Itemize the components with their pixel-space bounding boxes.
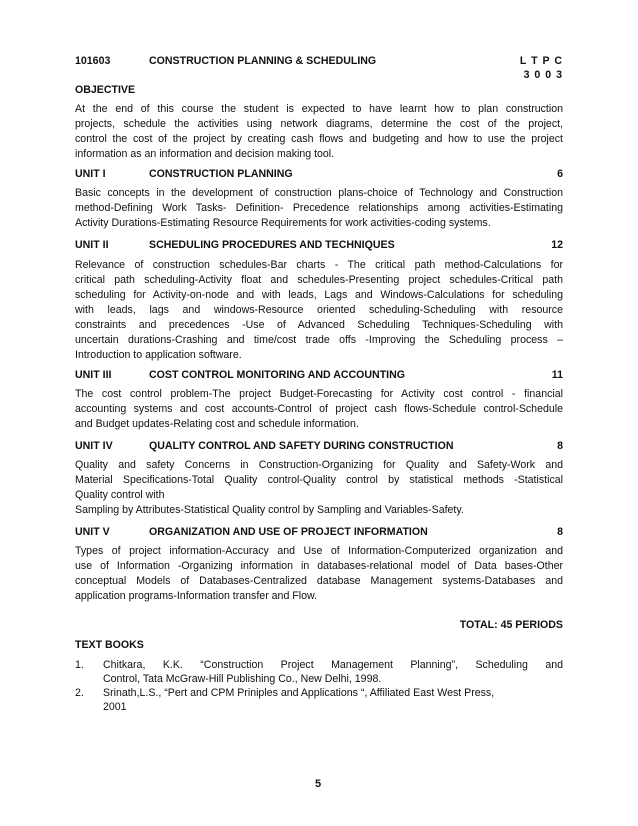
- unit-line: constraints and precedences -Use of Advanced Scheduling Techniques-Scheduling with: [75, 319, 563, 331]
- unit-credits: 12: [551, 239, 563, 251]
- unit-line: critical path scheduling-Activity float and schedules-Presenting project schedules-Critical path: [75, 274, 563, 286]
- unit-line: Basic concepts in the development of construction plans-choice of Technology and Construction: [75, 187, 563, 199]
- unit-line: application programs-Information transfer and Flow.: [75, 590, 318, 602]
- unit-credits: 11: [551, 369, 563, 381]
- unit-line: and Budget updates-Relating cost and schedule information.: [75, 418, 359, 430]
- unit-3-heading: [75, 369, 563, 383]
- ref-line: Control, Tata McGraw-Hill Publishing Co., New Delhi, 1998.: [103, 673, 382, 685]
- page-number: 5: [315, 778, 322, 790]
- unit-line: scheduling for Activity-on-node and with leads, Lags and Windows-Calculations for scheduling: [75, 289, 563, 301]
- unit-credits: 6: [557, 168, 563, 180]
- text-books-heading: TEXT BOOKS: [75, 639, 144, 651]
- unit-title: SCHEDULING PROCEDURES AND TECHNIQUES: [149, 239, 395, 251]
- unit-line: conceptual Models of Databases-Centralized database Management systems-Databases and: [75, 575, 563, 587]
- course-code: 101603: [75, 55, 111, 67]
- course-title: CONSTRUCTION PLANNING & SCHEDULING: [149, 55, 377, 67]
- objective-line: information as an information and decision making tool.: [75, 148, 335, 160]
- ref-line: Chitkara, K.K. “Construction Project Management Planning”, Scheduling and: [103, 659, 563, 671]
- unit-line: Activity Durations-Estimating Resource Requirements for work activities-coding systems.: [75, 217, 491, 229]
- unit-5-heading: [75, 526, 563, 540]
- objective-line: control the cost of the project by creating cash flows and budgeting and how to use the project: [75, 133, 563, 145]
- ltpc-label: L T P C: [519, 55, 563, 67]
- total-periods: TOTAL: 45 PERIODS: [459, 619, 563, 631]
- unit-2-heading: [75, 239, 563, 253]
- unit-line: Types of project information-Accuracy and Use of Information-Computerized organization and: [75, 545, 563, 557]
- unit-code: UNIT V: [75, 526, 110, 538]
- unit-line: with leads, lags and windows-Resource oriented scheduling-Scheduling with resource: [75, 304, 563, 316]
- unit-code: UNIT III: [75, 369, 112, 381]
- unit-code: UNIT I: [75, 168, 106, 180]
- ref-line: 2001: [103, 701, 127, 713]
- unit-line: Introduction to application software.: [75, 349, 242, 361]
- unit-line: Material Specifications-Total Quality control-Quality control by statistical methods -Statistical: [75, 474, 563, 486]
- unit-line: Quality and safety Concerns in Construction-Organizing for Quality and Safety-Work and: [75, 459, 563, 471]
- unit-line: accounting systems and cost accounts-Control of project cash flows-Schedule control-Schedule: [75, 403, 563, 415]
- objective-heading: OBJECTIVE: [75, 84, 136, 96]
- ref-number: 2.: [75, 687, 84, 699]
- unit-title: QUALITY CONTROL AND SAFETY DURING CONSTRUCTION: [149, 440, 454, 452]
- unit-line: Sampling by Attributes-Statistical Quality control by Sampling and Variables-Safety.: [75, 504, 464, 516]
- unit-line: uncertain durations-Crashing and time/cost trade offs -Improving the Scheduling process –: [75, 334, 563, 346]
- ref-line: Srinath,L.S., “Pert and CPM Priniples and Applications “, Affiliated East West Press,: [103, 687, 495, 699]
- unit-title: COST CONTROL MONITORING AND ACCOUNTING: [149, 369, 406, 381]
- unit-line: method-Defining Work Tasks- Definition- Precedence relationships among activities-Estimating: [75, 202, 563, 214]
- ltpc-values: 3 0 0 3: [523, 69, 563, 81]
- objective-line: projects, schedule the activities using network diagrams, determine the cost of the project,: [75, 118, 563, 130]
- unit-line: The cost control problem-The project Budget-Forecasting for Activity cost control - financial: [75, 388, 563, 400]
- unit-code: UNIT IV: [75, 440, 113, 452]
- unit-credits: 8: [557, 526, 563, 538]
- unit-title: ORGANIZATION AND USE OF PROJECT INFORMATION: [149, 526, 428, 538]
- unit-line: use of Information -Organizing information in databases-relational model of Data bases-Other: [75, 560, 563, 572]
- unit-line: Quality control with: [75, 489, 165, 501]
- objective-line: At the end of this course the student is expected to have learnt how to plan construction: [75, 103, 563, 115]
- unit-line: Relevance of construction schedules-Bar charts - The critical path method-Calculations for: [75, 259, 563, 271]
- unit-4-heading: [75, 440, 563, 454]
- unit-1-heading: [75, 168, 563, 182]
- unit-title: CONSTRUCTION PLANNING: [149, 168, 293, 180]
- ref-number: 1.: [75, 659, 84, 671]
- unit-code: UNIT II: [75, 239, 109, 251]
- unit-credits: 8: [557, 440, 563, 452]
